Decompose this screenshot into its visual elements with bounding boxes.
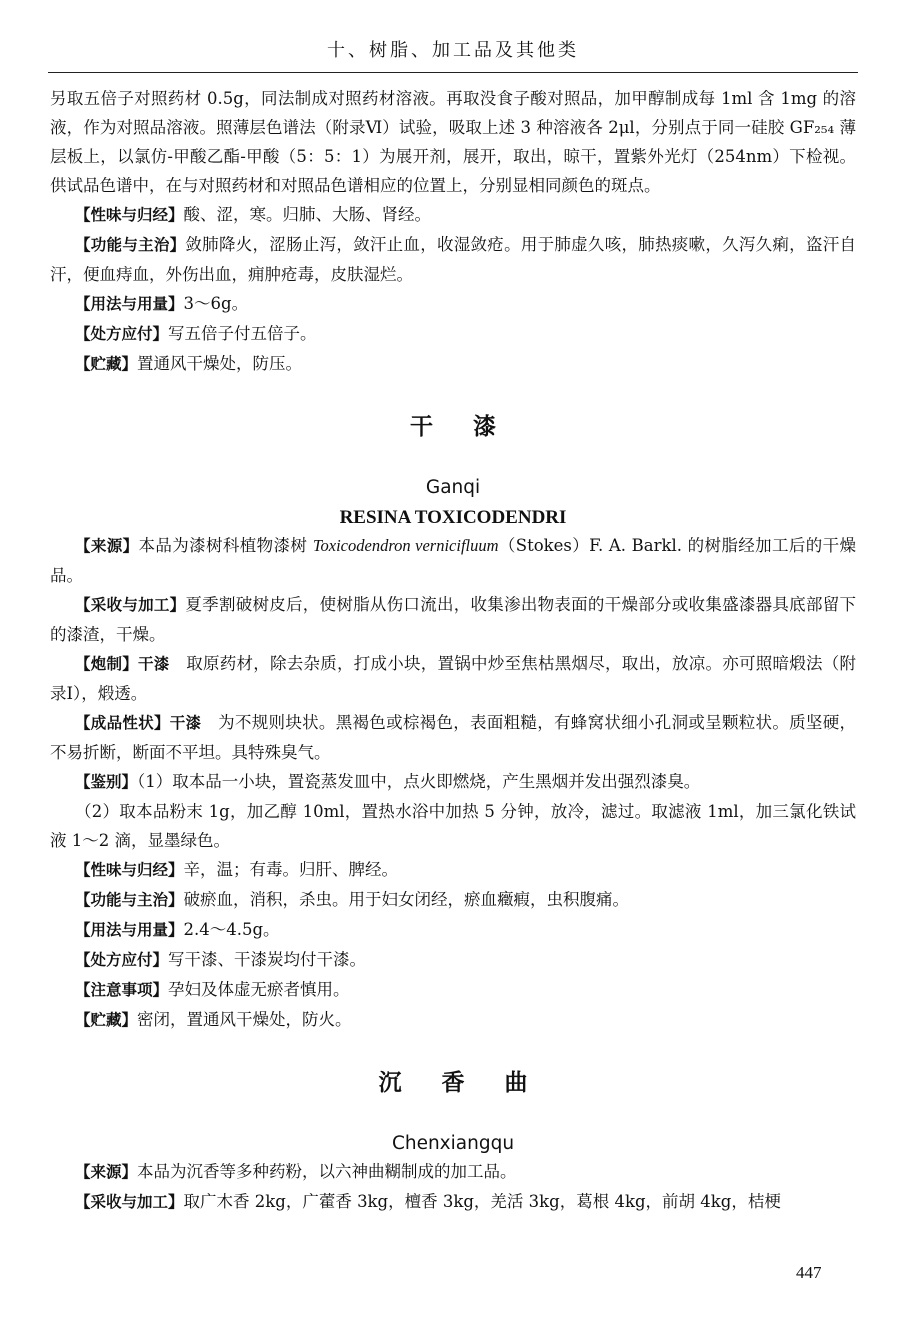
dosage-label: 【用法与用量】 [75, 921, 184, 939]
property-text: 酸、涩，寒。归肺、大肠、肾经。 [183, 205, 432, 224]
prescription-text: 写五倍子付五倍子。 [168, 324, 317, 343]
source-latin-species: Toxicodendron vernicifluum [312, 536, 499, 555]
storage-label: 【贮藏】 [75, 1011, 138, 1029]
caution-paragraph [50, 975, 856, 1005]
harvest-text: 取广木香 2kg，广藿香 3kg，檀香 3kg，羌活 3kg，葛根 4kg，前胡 4kg，桔梗 [183, 1192, 781, 1211]
harvest-paragraph [50, 590, 856, 649]
prev-function-paragraph [50, 230, 856, 289]
paragraph-continued: 另取五倍子对照药材 0.5g，同法制成对照药材溶液。再取没食子酸对照品，加甲醇制成每 1ml 含 1mg 的溶液，作为对照品溶液。照薄层色谱法（附录Ⅵ）试验，吸取上述 3 种溶液各 2μl，分别点于同一硅胶 GF₂₅₄ 薄层板上，以氯仿-甲酸乙酯-甲酸（5：5：1）为展开剂，展开，取出，晾干，置紫外光灯（254nm）下检视。供试品色谱中，在与对照药材和对照品色谱相应的位置上，分别显相同颜色的斑点。 [50, 89, 856, 195]
storage-paragraph [50, 1005, 856, 1035]
appearance-text: 为不规则块状。黑褐色或棕褐色，表面粗糙，有蜂窝状细小孔洞或呈颗粒状。质坚硬，不易折断，断面不平坦。具特殊臭气。 [50, 713, 856, 762]
processing-paragraph [50, 649, 856, 708]
prev-storage-paragraph [50, 349, 856, 379]
property-label: 【性味与归经】 [75, 206, 184, 224]
harvest-text: 夏季割破树皮后，使树脂从伤口流出，收集渗出物表面的干燥部分或收集盛漆器具底部留下的漆渣，干燥。 [50, 595, 856, 644]
function-label: 【功能与主治】 [75, 891, 184, 909]
prescription-label: 【处方应付】 [75, 951, 169, 969]
prev-prescription-paragraph [50, 319, 856, 349]
source-paragraph [50, 531, 856, 590]
processing-text: 取原药材，除去杂质，打成小块，置锅中炒至焦枯黑烟尽，取出，放凉。亦可照暗煅法（附录Ⅰ），煅透。 [50, 654, 856, 703]
page-content [50, 84, 856, 1217]
entry-title-chenxiangqu: 沉香曲 [378, 1070, 568, 1096]
prev-property-paragraph [50, 200, 856, 230]
processing-label: 【炮制】干漆 [75, 655, 170, 673]
prescription-text: 写干漆、干漆炭均付干漆。 [168, 950, 367, 969]
entry-pinyin-chenxiangqu: Chenxiangqu [391, 1133, 515, 1154]
dosage-text: 3～6g。 [183, 294, 249, 313]
entry-title-ganqi: 干漆 [410, 414, 536, 440]
property-label: 【性味与归经】 [75, 861, 184, 879]
caution-text: 孕妇及体虚无瘀者慎用。 [168, 980, 350, 999]
page-number: 447 [796, 1263, 822, 1282]
dosage-label: 【用法与用量】 [75, 295, 184, 313]
source-text-1: 本品为漆树科植物漆树 [138, 536, 313, 555]
dosage-text: 2.4～4.5g。 [183, 920, 280, 939]
harvest-label: 【采收与加工】 [75, 1193, 184, 1211]
header-title: 十、树脂、加工品及其他类 [327, 40, 579, 61]
storage-text: 置通风干燥处，防压。 [137, 354, 303, 373]
cxq-source-paragraph [50, 1157, 856, 1187]
source-label: 【来源】 [75, 537, 139, 555]
prescription-paragraph [50, 945, 856, 975]
appearance-paragraph [50, 708, 856, 767]
function-text: 破瘀血，消积，杀虫。用于妇女闭经，瘀血癥瘕，虫积腹痛。 [183, 890, 630, 909]
function-label: 【功能与主治】 [75, 236, 186, 254]
storage-label: 【贮藏】 [75, 355, 138, 373]
source-label: 【来源】 [75, 1163, 138, 1181]
appearance-label: 【成品性状】干漆 [75, 714, 202, 732]
property-text: 辛，温；有毒。归肝、脾经。 [183, 860, 399, 879]
source-text-2: （Stokes）F. A. Barkl. 的树脂经加工后的干燥品。 [50, 536, 856, 585]
identification-paragraph [50, 767, 856, 797]
storage-text: 密闭，置通风干燥处，防火。 [137, 1010, 352, 1029]
property-paragraph [50, 855, 856, 885]
harvest-label: 【采收与加工】 [75, 596, 186, 614]
entry-pinyin-ganqi: Ganqi [425, 477, 481, 498]
dosage-paragraph [50, 915, 856, 945]
prescription-label: 【处方应付】 [75, 325, 169, 343]
identification-text: （1）取本品一小块，置瓷蒸发皿中，点火即燃烧，产生黑烟并发出强烈漆臭。 [137, 772, 701, 791]
function-text: 敛肺降火，涩肠止泻，敛汗止血，收湿敛疮。用于肺虚久咳，肺热痰嗽，久泻久痢，盗汗自汗，便血痔血，外伤出血，痈肿疮毒，皮肤湿烂。 [50, 235, 856, 284]
cxq-harvest-paragraph [50, 1187, 856, 1217]
entry-latin-name-ganqi: RESINA TOXICODENDRI [339, 507, 567, 528]
source-text: 本品为沉香等多种药粉，以六神曲糊制成的加工品。 [137, 1162, 517, 1181]
identification-label: 【鉴别】 [75, 773, 138, 791]
identification-paragraph-2: （2）取本品粉末 1g，加乙醇 10ml，置热水浴中加热 5 分钟，放冷，滤过。取滤液 1ml，加三氯化铁试液 1～2 滴，显墨绿色。 [50, 802, 856, 850]
running-header [48, 28, 858, 73]
function-paragraph [50, 885, 856, 915]
prev-dosage-paragraph [50, 289, 856, 319]
caution-label: 【注意事项】 [75, 981, 169, 999]
